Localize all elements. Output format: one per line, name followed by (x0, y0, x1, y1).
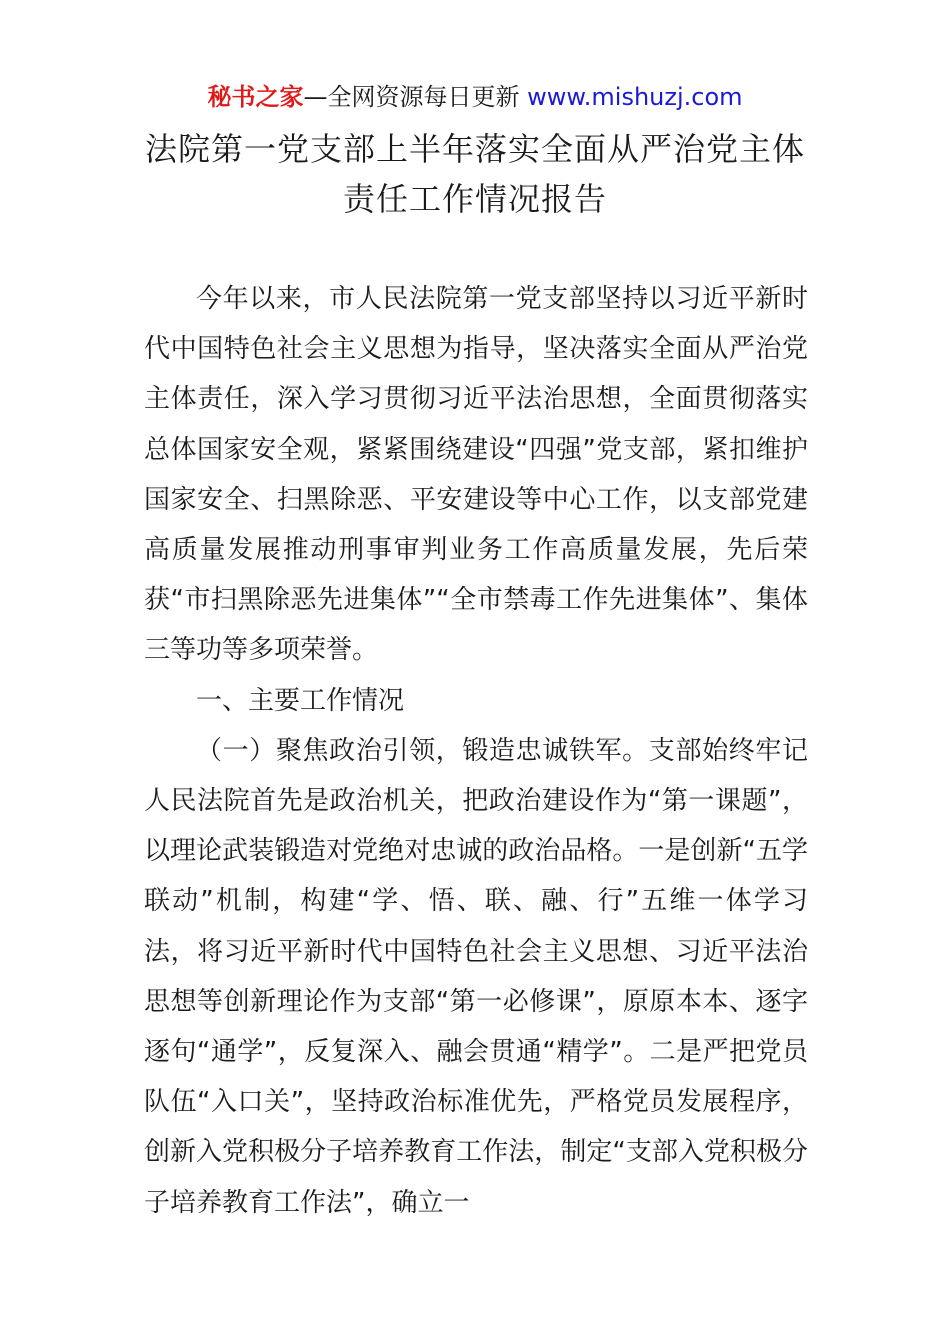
document-body (144, 274, 808, 1228)
title-line-2: 责任工作情况报告 (342, 180, 607, 218)
site-url-link[interactable]: www.mishuzj.com (527, 83, 743, 111)
title-line-1: 法院第一党支部上半年落实全面从严治党主体 (144, 130, 805, 168)
site-tagline: —全网资源每日更新 (303, 83, 528, 111)
document-title (0, 124, 950, 224)
intro-paragraph: 今年以来，市人民法院第一党支部坚持以习近平新时代中国特色社会主义思想为指导，坚决落实全面从严治党主体责任，深入学习贯彻习近平法治思想，全面贯彻落实总体国家安全观，紧紧围绕建设“四强”党支部，紧扣维护国家安全、扫黑除恶、平安建设等中心工作，以支部党建高质量发展推动刑事审判业务工作高质量发展，先后荣获“市扫黑除恶先进集体”“全市禁毒工作先进集体”、集体三等功等多项荣誉。 (144, 284, 808, 666)
site-header (0, 80, 950, 114)
site-brand: 秘书之家 (207, 83, 304, 111)
section-paragraph: （一）聚焦政治引领，锻造忠诚铁军。支部始终牢记人民法院首先是政治机关，把政治建设作为“第一课题”，以理论武装锻造对党绝对忠诚的政治品格。一是创新“五学联动”机制，构建“学、悟、联、融、行”五维一体学习法，将习近平新时代中国特色社会主义思想、习近平法治思想等创新理论作为支部“第一必修课”，原原本本、逐字逐句“通学”，反复深入、融会贯通“精学”。二是严把党员队伍“入口关”，坚持政治标准优先，严格党员发展程序，创新入党积极分子培养教育工作法，制定“支部入党积极分子培养教育工作法”，确立一 (144, 735, 808, 1218)
section-heading: 一、主要工作情况 (196, 685, 405, 716)
